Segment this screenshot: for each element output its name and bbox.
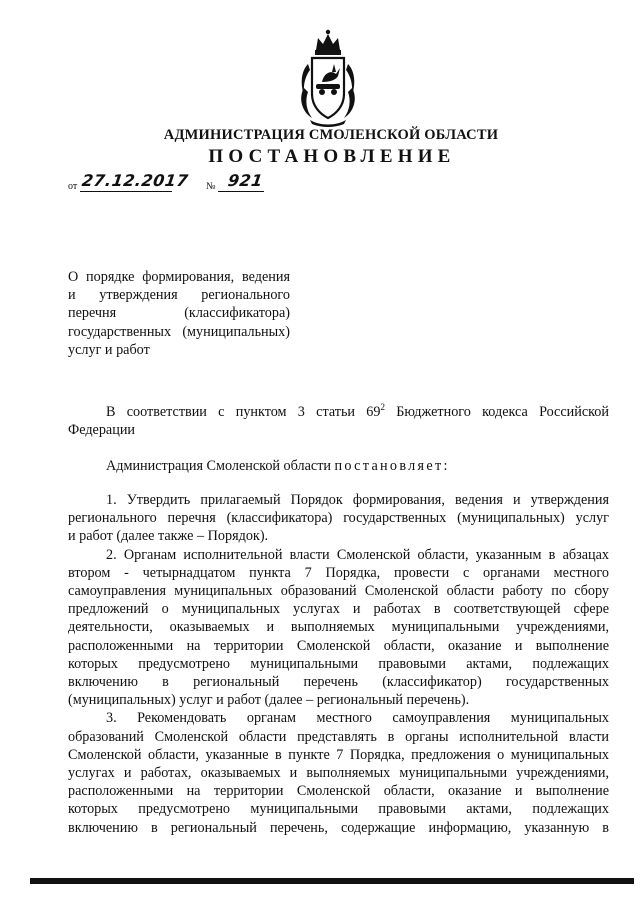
- item-line: включению в региональный перечень, содержащие информацию, указанную в: [68, 819, 609, 836]
- legal-basis-paragraph: [68, 403, 609, 439]
- item-line: расположенными на территории Смоленской области, оказание и выполнение: [68, 783, 609, 800]
- item-line: включению в региональный перечень (классификатор) государственных: [68, 674, 609, 691]
- date-label: от: [68, 181, 78, 192]
- item-line: втором - четырнадцатом пункта 7 Порядка, провести с органами местного: [68, 564, 609, 581]
- decree-line: Администрация Смоленской области постановляет:: [106, 458, 450, 474]
- subject-line: перечня (классификатора): [68, 305, 290, 322]
- number-label: №: [206, 181, 216, 192]
- number-value: 921: [226, 171, 265, 190]
- item-line: 1. Утвердить прилагаемый Порядок формирования, ведения и утверждения: [106, 492, 609, 508]
- date-value: 27.12.2017: [80, 171, 190, 190]
- item-line: регионального перечня (классификатора) государственных (муниципальных) услуг: [68, 510, 609, 527]
- item-line: предложений о муниципальных услугах и работах в соответствующей сфере: [68, 601, 609, 618]
- decree-items: [68, 491, 609, 837]
- date-underline: [80, 191, 172, 192]
- item-line: образований Смоленской области представлять в органы исполнительной власти: [68, 728, 609, 745]
- document-subject: [68, 268, 290, 359]
- item-line: которых предусмотрено муниципальными правовыми актами, подлежащих: [68, 655, 609, 672]
- item-line: расположенными на территории Смоленской области, оказание и выполнение: [68, 637, 609, 654]
- item-line: Смоленской области, указанные в пункте 7 Порядка, предложения о муниципальных: [68, 746, 609, 763]
- subject-line: О порядке формирования, ведения: [68, 269, 290, 285]
- item-line: и работ (далее также – Порядок).: [68, 528, 269, 545]
- basis-line: В соответствии с пунктом 3 статьи $69^2$ Бюджетного кодекса Российской: [106, 402, 609, 420]
- registration-line: [68, 171, 268, 195]
- item-line: (муниципальных) услуг и работ (далее – региональный перечень).: [68, 692, 470, 709]
- basis-line: Федерации: [68, 422, 136, 439]
- decree-verb: постановляет:: [334, 458, 450, 474]
- subject-line: услуг и работ: [68, 341, 150, 358]
- organization-name: АДМИНИСТРАЦИЯ СМОЛЕНСКОЙ ОБЛАСТИ: [163, 127, 499, 143]
- decree-paragraph: [68, 457, 609, 475]
- item-line: 3. Рекомендовать органам местного самоуправления муниципальных: [106, 710, 609, 727]
- subject-line: и утверждения регионального: [68, 287, 290, 304]
- document-type-title: ПОСТАНОВЛЕНИЕ: [208, 146, 456, 167]
- item-line: деятельности, оказываемых и выполняемых муниципальными учреждениями,: [68, 619, 609, 636]
- item-line: услугах и работах, оказываемых и выполняемых муниципальными учреждениями,: [68, 765, 609, 782]
- subject-line: государственных (муниципальных): [68, 323, 290, 340]
- item-line: самоуправления муниципальных образований Смоленской области работу по сбору: [68, 583, 609, 600]
- superscript: 2: [380, 402, 385, 412]
- scan-bottom-bar: [30, 878, 634, 884]
- item-line: которых предусмотрено муниципальными правовыми актами, подлежащих: [68, 801, 609, 818]
- smolensk-coat-of-arms-icon: [296, 28, 360, 128]
- number-underline: [218, 191, 264, 192]
- item-line: 2. Органам исполнительной власти Смоленской области, указанным в абзацах: [106, 546, 609, 563]
